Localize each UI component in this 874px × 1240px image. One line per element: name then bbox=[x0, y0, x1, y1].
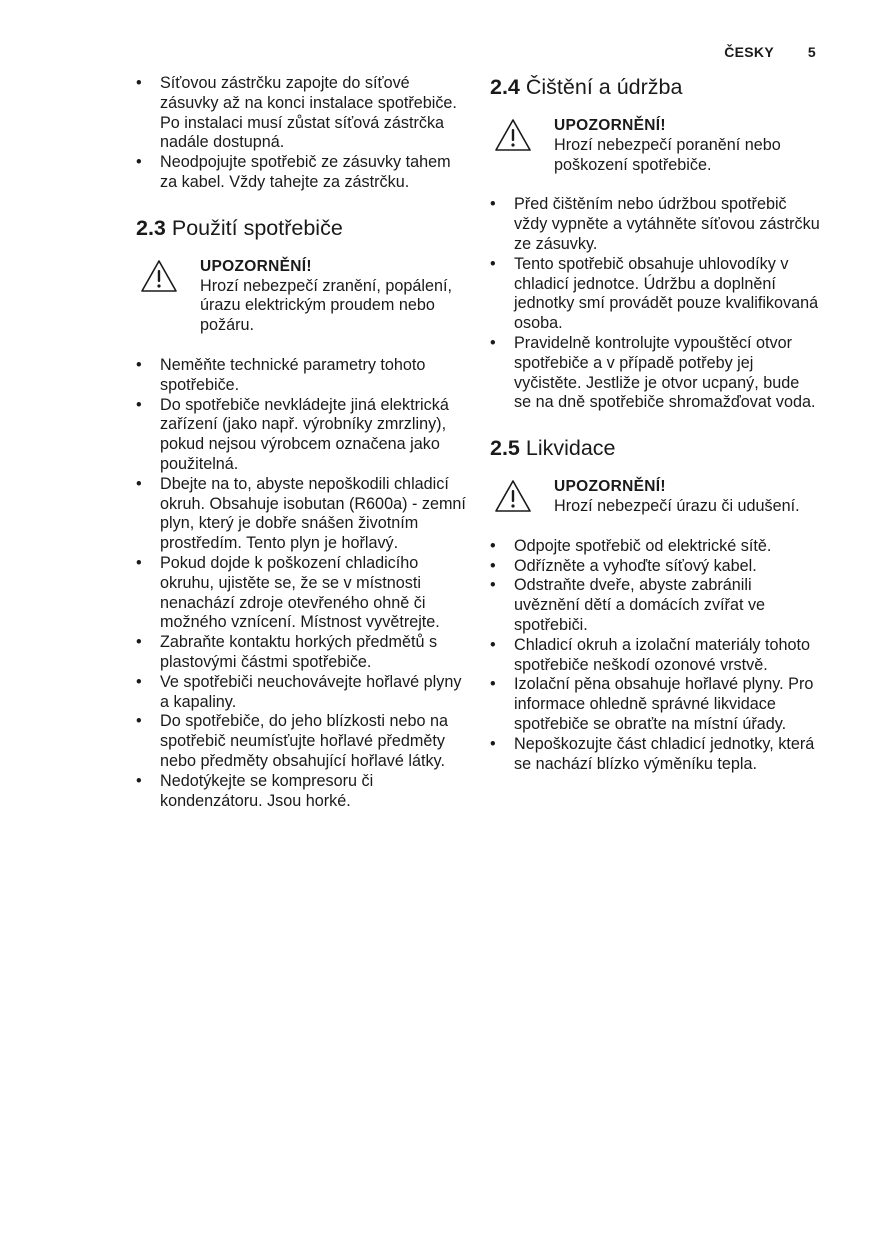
warning-title: UPOZORNĚNÍ! bbox=[554, 117, 666, 134]
warning-triangle-icon bbox=[140, 259, 178, 293]
warning-title: UPOZORNĚNÍ! bbox=[200, 257, 312, 275]
section-number: 2.5 bbox=[490, 436, 520, 461]
section-number: 2.4 bbox=[490, 75, 520, 99]
left-column bbox=[136, 74, 466, 811]
section-2-5-bullet-list bbox=[490, 537, 820, 775]
section-2-3-bullet-list bbox=[136, 356, 466, 811]
list-item: • Izolační pěna obsahuje hořlavé plyny. Pro informace ohledně správné likvidace spotřebiče se obraťte na místní úřady. bbox=[490, 675, 820, 734]
warning-triangle-icon bbox=[494, 118, 532, 152]
section-2-4-bullet-list bbox=[490, 195, 820, 413]
right-column bbox=[490, 74, 820, 774]
list-item: • Odřízněte a vyhoďte síťový kabel. bbox=[490, 557, 820, 577]
list-item: • Před čištěním nebo údržbou spotřebič vždy vypněte a vytáhněte síťovou zástrčku ze zásuvky. bbox=[490, 195, 820, 254]
list-item: • Síťovou zástrčku zapojte do síťové zásuvky až na konci instalace spotřebiče. Po instalaci musí zůstat síťová zástrčka nadále dostupná. bbox=[136, 74, 466, 153]
page-number: 5 bbox=[807, 44, 816, 60]
list-item: • Zabraňte kontaktu horkých předmětů s plastovými částmi spotřebiče. bbox=[136, 633, 466, 673]
list-item: • Do spotřebiče nevkládejte jiná elektrická zařízení (jako např. výrobníky zmrzliny), pokud nejsou výrobcem označena jako použitelná. bbox=[136, 396, 466, 475]
list-item: • Nepoškozujte část chladicí jednotky, která se nachází blízko výměníku tepla. bbox=[490, 735, 820, 775]
section-title: Čištění a údržba bbox=[525, 75, 683, 99]
list-item: • Neodpojujte spotřebič ze zásuvky tahem za kabel. Vždy tahejte za zástrčku. bbox=[136, 153, 466, 193]
warning-triangle-icon bbox=[494, 479, 532, 513]
warning-text: Hrozí nebezpečí zranění, popálení, úrazu elektrickým proudem nebo požáru. bbox=[200, 276, 452, 335]
list-item: • Pokud dojde k poškození chladicího okruhu, ujistěte se, že se v místnosti nenachází zdroje otevřeného ohně či možného vznícení. Místnost vyvětrejte. bbox=[136, 554, 466, 633]
list-item: • Odpojte spotřebič od elektrické sítě. bbox=[490, 537, 820, 557]
warning-title: UPOZORNĚNÍ! bbox=[554, 478, 666, 496]
section-title: Použití spotřebiče bbox=[171, 215, 343, 240]
section-heading-2-4 bbox=[490, 74, 820, 100]
list-item: • Nedotýkejte se kompresoru či kondenzátoru. Jsou horké. bbox=[136, 772, 466, 812]
list-item: • Pravidelně kontrolujte vypouštěcí otvor spotřebiče a v případě potřeby jej vyčistěte. Jestliže je otvor ucpaný, bude se na dně spotřebiče shromažďovat voda. bbox=[490, 334, 820, 413]
language-label: ČESKY bbox=[724, 44, 774, 60]
section-number: 2.3 bbox=[136, 215, 166, 240]
page-header bbox=[724, 44, 816, 60]
list-item: • Neměňte technické parametry tohoto spotřebiče. bbox=[136, 356, 466, 396]
list-item: • Odstraňte dveře, abyste zabránili uvěznění dětí a domácích zvířat ve spotřebiči. bbox=[490, 576, 820, 635]
list-item: • Ve spotřebiči neuchovávejte hořlavé plyny a kapaliny. bbox=[136, 673, 466, 713]
list-item: • Chladicí okruh a izolační materiály tohoto spotřebiče neškodí ozonové vrstvě. bbox=[490, 636, 820, 676]
section-heading-2-3 bbox=[136, 215, 466, 241]
warning-box bbox=[490, 116, 820, 175]
section-title: Likvidace bbox=[525, 436, 616, 461]
warning-box bbox=[136, 257, 466, 336]
warning-text: Hrozí nebezpečí úrazu či udušení. bbox=[554, 496, 800, 515]
list-item: • Tento spotřebič obsahuje uhlovodíky v chladicí jednotce. Údržbu a doplnění jednotky smí provádět pouze kvalifikovaná osoba. bbox=[490, 255, 820, 334]
warning-text: Hrozí nebezpečí poranění nebo poškození spotřebiče. bbox=[554, 135, 781, 174]
list-item: • Do spotřebiče, do jeho blízkosti nebo na spotřebič neumísťujte hořlavé předměty nebo předměty obsahující hořlavé látky. bbox=[136, 712, 466, 771]
list-item: • Dbejte na to, abyste nepoškodili chladicí okruh. Obsahuje isobutan (R600a) - zemní plyn, který je dobře snášen životním prostředím. Tento plyn je hořlavý. bbox=[136, 475, 466, 554]
warning-box bbox=[490, 477, 820, 517]
section-heading-2-5 bbox=[490, 435, 820, 461]
intro-bullet-list bbox=[136, 74, 466, 193]
